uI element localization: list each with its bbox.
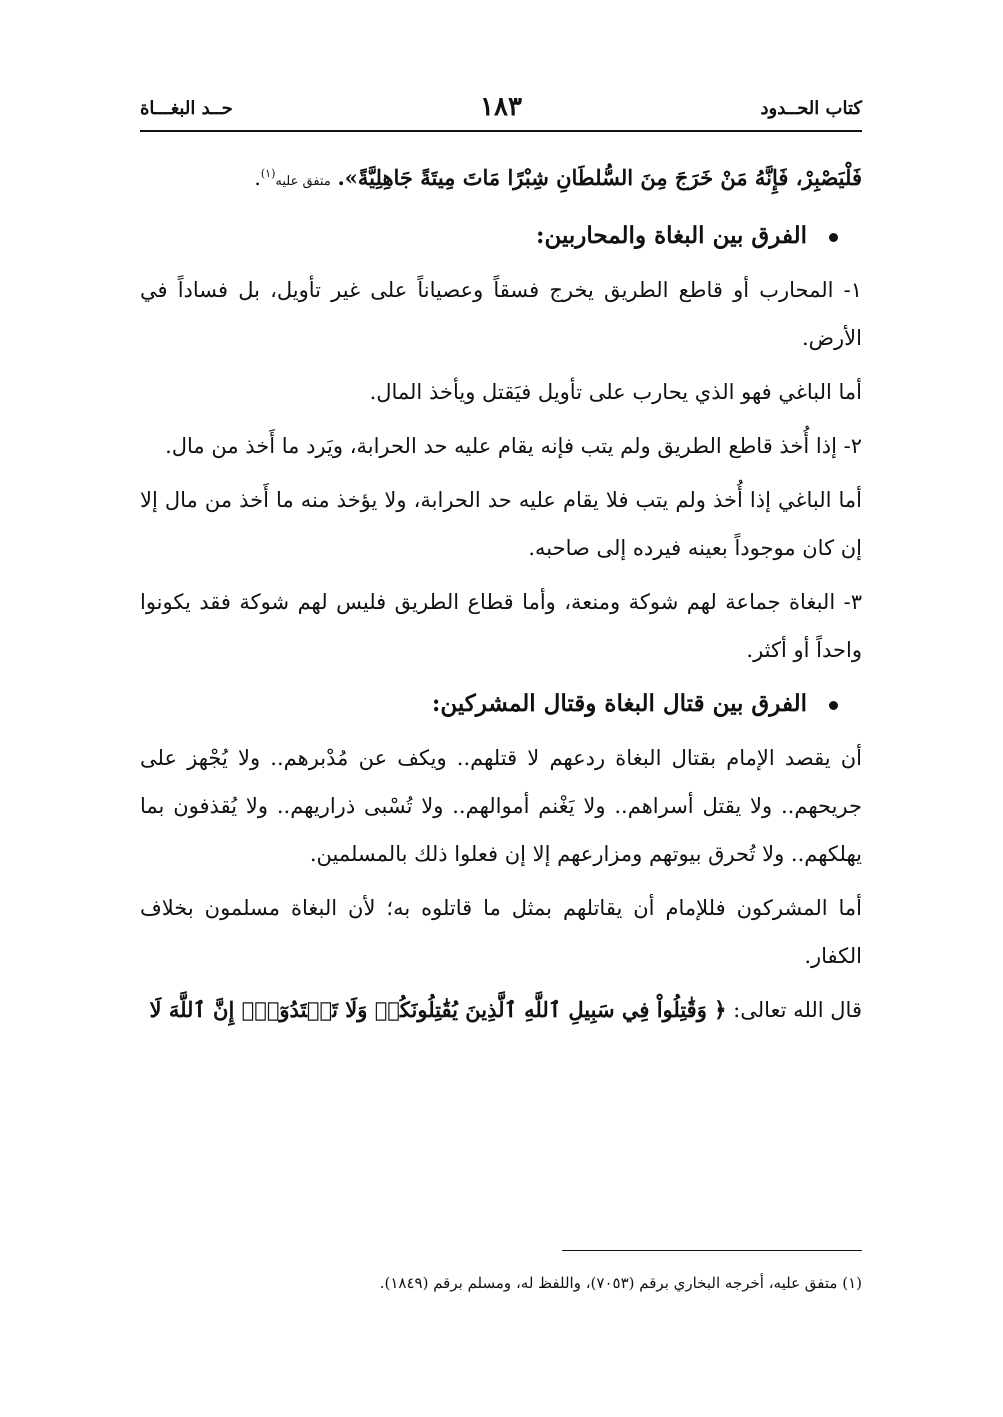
section-heading-1-text: الفرق بين البغاة والمحاربين: <box>535 222 807 249</box>
hadith-quote: فَلْيَصْبِرْ، فَإِنَّهُ مَنْ خَرَجَ مِنَ السُّلطَانِ شِبْرًا مَاتَ مِيتَةً جَاهِلِيَّةً». <box>337 165 862 190</box>
list-item-1: ١- المحارب أو قاطع الطريق يخرج فسقاً وعصياناً على غير تأويل، بل فساداً في الأرض. <box>140 278 862 350</box>
book-title: كتاب الحــدود <box>760 98 862 119</box>
bullet-icon <box>829 701 838 710</box>
section-heading-1 <box>140 212 862 260</box>
hadith-ending: فَلْيَصْبِرْ، فَإِنَّهُ مَنْ خَرَجَ مِنَ السُّلطَانِ شِبْرًا مَاتَ مِيتَةً جَاهِلِيَّةً». متفق عليه$^{(١)}$. <box>254 165 862 190</box>
paragraph-2: أما المشركون فللإمام أن يقاتلهم بمثل ما قاتلوه به؛ لأن البغاة مسلمون بخلاف الكفار. <box>140 896 862 968</box>
running-header <box>140 92 862 132</box>
quran-lead: قال الله تعالى: <box>733 998 862 1022</box>
list-item-2-contrast: أما الباغي إذا أُخذ ولم يتب فلا يقام عليه حد الحرابة، ولا يؤخذ منه ما أَخذ من مال إلا إن كان موجوداً بعينه فيرده إلى صاحبه. <box>140 488 862 560</box>
list-item-1-contrast: أما الباغي فهو الذي يحارب على تأويل فيَقتل ويأخذ المال. <box>369 380 862 404</box>
header-rule <box>140 130 862 132</box>
section-heading-2 <box>140 680 862 728</box>
paragraph-3 <box>140 986 862 1034</box>
paragraph-1: أن يقصد الإمام بقتال البغاة ردعهم لا قتلهم.. ويكف عن مُدْبرهم.. ولا يُجْهز على جريحهم.. ولا يقتل أسراهم.. ولا يَغْنم أموالهم.. ولا تُسْبى ذراريهم.. ولا يُقذفون بما يهلكهم.. ولا تُحرق بيوتهم ومزارعهم إلا إن فعلوا ذلك بالمسلمين. <box>140 746 862 866</box>
quran-verse: ﴿ وَقَٰتِلُواْ فِي سَبِيلِ ٱللَّهِ ٱلَّذِينَ يُقَٰتِلُونَكُمۡ وَلَا تَعۡتَدُوٓاْۚ إِنَّ ٱللَّهَ لَا <box>149 997 727 1022</box>
bullet-icon <box>829 233 838 242</box>
section-heading-2-text: الفرق بين قتال البغاة وقتال المشركين: <box>431 690 807 717</box>
hadith-grading: متفق عليه <box>275 174 331 189</box>
footnote-ref[interactable]: (١) <box>260 167 276 180</box>
list-item-3: ٣- البغاة جماعة لهم شوكة ومنعة، وأما قطاع الطريق فليس لهم شوكة فقد يكونوا واحداً أو أكثر. <box>140 590 862 662</box>
footnote: (١) متفق عليه، أخرجه البخاري برقم (٧٠٥٣)، واللفظ له، ومسلم برقم (١٨٤٩). <box>379 1274 862 1292</box>
list-item-2: ٢- إذا أُخذ قاطع الطريق ولم يتب فإنه يقام عليه حد الحرابة، ويَرد ما أَخذ من مال. <box>165 434 862 458</box>
page-number: ١٨٣ <box>480 92 522 122</box>
chapter-title: حــد البغـــاة <box>140 98 233 119</box>
main-text <box>140 150 862 1040</box>
footnote-rule <box>562 1250 862 1251</box>
